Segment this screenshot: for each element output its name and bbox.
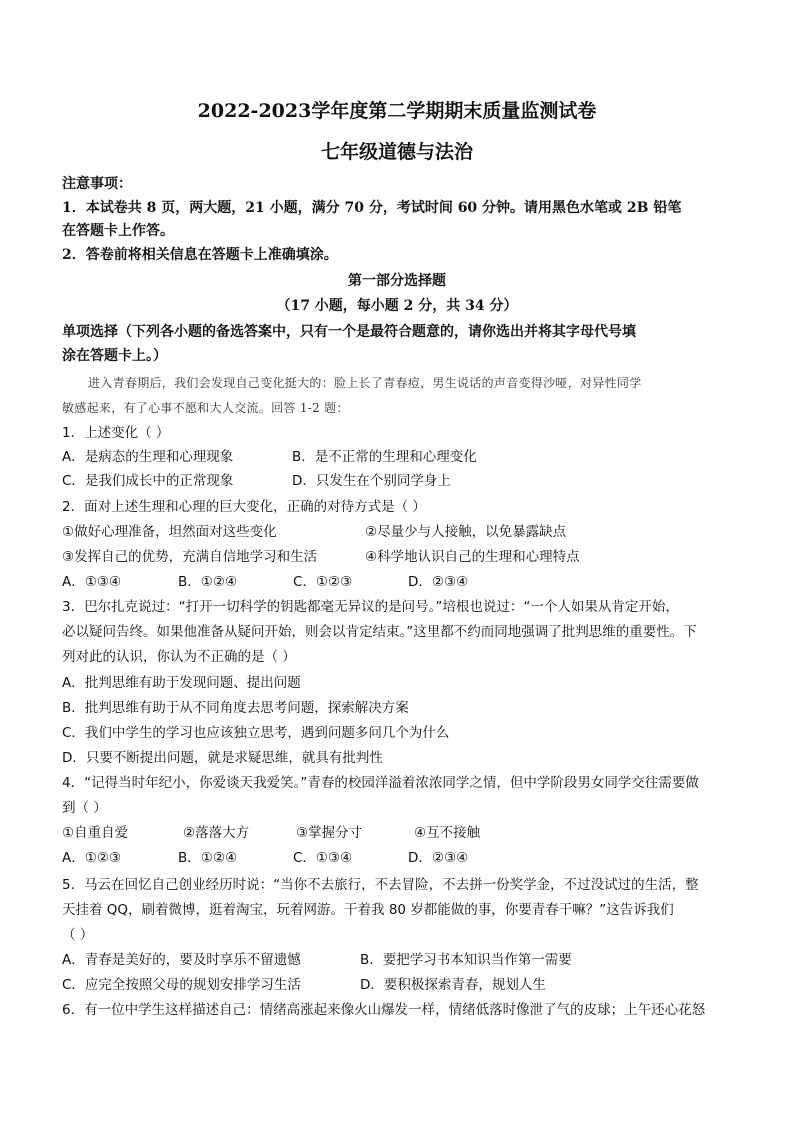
question-stem-line-2: 天挂着 QQ，刷着微博，逛着淘宝，玩着网游。干着我 80 岁都能做的事，你要青春干嘛？”这告诉我们 bbox=[62, 902, 674, 918]
option-c: C．应完全按照父母的规划安排学习生活 bbox=[62, 977, 301, 993]
passage-line-1: 进入青春期后，我们会发现自己变化挺大的：脸上长了青春痘，男生说话的声音变得沙哑，对异性同学 bbox=[88, 376, 642, 390]
option-b: B．①②④ bbox=[178, 574, 238, 590]
notice-heading: 注意事项： bbox=[62, 176, 132, 192]
option-b: B．要把学习书本知识当作第一需要 bbox=[360, 952, 572, 968]
notice-item-1-cont: 在答题卡上作答。 bbox=[62, 223, 174, 239]
option-a: A．青春是美好的，要及时享乐不留遗憾 bbox=[62, 952, 301, 968]
option-d: D．只要不断提出问题，就是求疑思维，就具有批判性 bbox=[62, 750, 383, 766]
exam-subtitle: 七年级道德与法治 bbox=[320, 141, 473, 163]
statement-2: ②落落大方 bbox=[183, 825, 250, 841]
question-stem: 2．面对上述生理和心理的巨大变化，正确的对待方式是（ ） bbox=[62, 499, 426, 515]
option-d: D．②③④ bbox=[408, 574, 469, 590]
statement-1: ①自重自爱 bbox=[62, 825, 129, 841]
option-b: B．①②④ bbox=[178, 850, 238, 866]
statement-3: ③掌握分寸 bbox=[296, 825, 363, 841]
option-c: C．是我们成长中的正常现象 bbox=[62, 473, 234, 489]
option-d: D．只发生在个别同学身上 bbox=[292, 473, 451, 489]
question-stem: 1．上述变化（ ） bbox=[62, 425, 170, 441]
question-stem-line-3: （ ） bbox=[62, 927, 94, 943]
part1-heading: 第一部分选择题 bbox=[348, 273, 446, 289]
option-a: A．①③④ bbox=[62, 574, 122, 590]
part1-instructions-cont: 涂在答题卡上。） bbox=[62, 348, 167, 364]
option-a: A．是病态的生理和心理现象 bbox=[62, 449, 234, 465]
option-c: C．我们中学生的学习也应该独立思考，遇到问题多问几个为什么 bbox=[62, 725, 450, 741]
statement-3: ③发挥自己的优势，充满自信地学习和生活 bbox=[62, 549, 318, 565]
part1-instructions: 单项选择（下列各小题的备选答案中，只有一个是最符合题意的，请你选出并将其字母代号填 bbox=[62, 324, 636, 340]
option-a: A．①②③ bbox=[62, 850, 122, 866]
statement-2: ②尽量少与人接触，以免暴露缺点 bbox=[365, 524, 567, 540]
question-stem-line-3: 列对此的认识，你认为不正确的是（ ） bbox=[62, 649, 296, 665]
statement-4: ④互不接触 bbox=[414, 825, 481, 841]
exam-title: 2022-2023学年度第二学期期末质量监测试卷 bbox=[197, 100, 597, 122]
passage-line-2: 敏感起来，有了心事不愿和大人交流。回答 1-2 题： bbox=[62, 401, 349, 415]
option-c: C．①②③ bbox=[293, 574, 353, 590]
question-stem-line-1: 5．马云在回忆自己创业经历时说：“当你不去旅行，不去冒险，不去拼一份奖学金，不过没试过的生活，整 bbox=[62, 877, 699, 893]
question-stem-line-1: 4．“记得当时年纪小，你爱谈天我爱笑。”青春的校园洋溢着浓浓同学之情，但中学阶段男女同学交往需要做 bbox=[62, 775, 699, 791]
statement-4: ④科学地认识自己的生理和心理特点 bbox=[365, 549, 580, 565]
part1-scoring: （17 小题，每小题 2 分，共 34 分） bbox=[276, 298, 518, 314]
option-b: B．批判思维有助于从不同角度去思考问题，探索解决方案 bbox=[62, 700, 409, 716]
question-stem-line-2: 到（ ） bbox=[62, 800, 107, 816]
option-d: D．②③④ bbox=[408, 850, 469, 866]
option-a: A．批判思维有助于发现问题、提出问题 bbox=[62, 675, 301, 691]
option-c: C．①③④ bbox=[293, 850, 353, 866]
question-stem-line-1: 6．有一位中学生这样描述自己：情绪高涨起来像火山爆发一样，情绪低落时像泄了气的皮球；上午还心花怒 bbox=[62, 1002, 706, 1018]
notice-item-2: 2．答卷前将相关信息在答题卡上准确填涂。 bbox=[62, 247, 338, 263]
question-stem-line-1: 3．巴尔扎克说过：“打开一切科学的钥匙都毫无异议的是问号。”培根也说过：“一个人如果从肯定开始， bbox=[62, 599, 679, 615]
option-b: B．是不正常的生理和心理变化 bbox=[292, 449, 477, 465]
statement-1: ①做好心理准备，坦然面对这些变化 bbox=[62, 524, 277, 540]
question-stem-line-2: 必以疑问告终。如果他准备从疑问开始，则会以肯定结束。”这里都不约而同地强调了批判思维的重要性。下 bbox=[62, 624, 697, 640]
notice-item-1: 1．本试卷共 8 页，两大题，21 小题，满分 70 分，考试时间 60 分钟。请用黑色水笔或 2B 铅笔 bbox=[62, 200, 682, 216]
option-d: D．要积极探索青春，规划人生 bbox=[360, 977, 546, 993]
